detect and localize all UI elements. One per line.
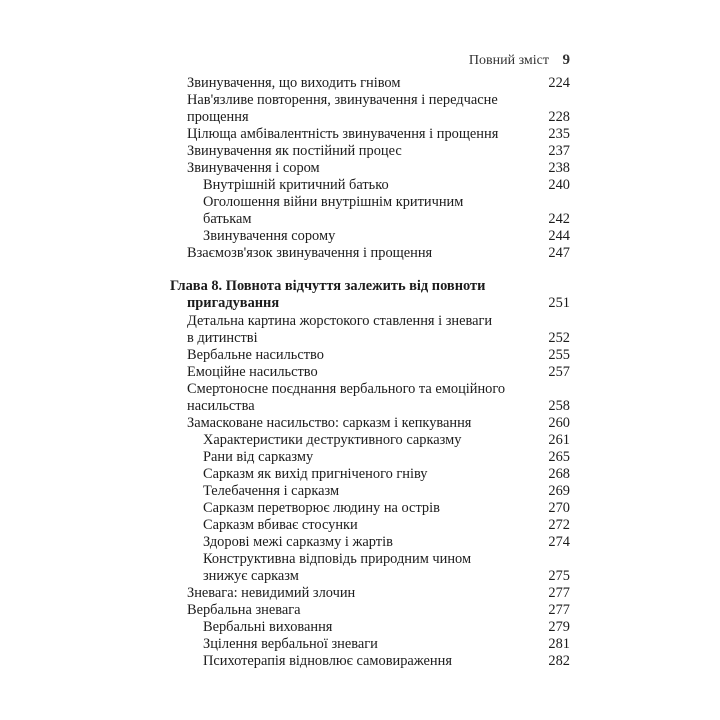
chapter-title: Глава 8. Повнота відчуття залежить від повноти <box>170 278 486 294</box>
toc-page-number: 251 <box>548 295 570 311</box>
toc-page-number: 252 <box>548 330 570 346</box>
toc-page-number: 277 <box>548 585 570 601</box>
toc-entry-text: Вербальне насильство <box>187 347 324 363</box>
toc-page-number: 274 <box>548 534 570 550</box>
toc-entry-text: Звинувачення, що виходить гнівом <box>187 75 401 91</box>
toc-page-number: 247 <box>548 245 570 261</box>
toc-entry-text: Нав'язливе повторення, звинувачення і передчасне <box>187 92 498 108</box>
toc-entry-text: Детальна картина жорстокого ставлення і зневаги <box>187 313 493 329</box>
toc-entry-text: Звинувачення і сором <box>187 160 320 176</box>
toc-page-number: 224 <box>548 75 570 91</box>
toc-entry-text: Зцілення вербальної зневаги <box>203 636 378 652</box>
toc-entry-text: Смертоносне поєднання вербального та емоційного <box>187 381 506 397</box>
toc-entry-text: Здорові межі сарказму і жартів <box>203 534 393 550</box>
toc-entry-text: Оголошення війни внутрішнім критичним <box>203 194 464 210</box>
toc-page-number: 261 <box>548 432 570 448</box>
toc-entry-text: Зневага: невидимий злочин <box>187 585 356 601</box>
toc-page-number: 235 <box>548 126 570 142</box>
toc-entry-text: Взаємозв'язок звинувачення і прощення <box>187 245 433 261</box>
toc-page-number: 244 <box>548 228 570 244</box>
toc-page-number: 237 <box>548 143 570 159</box>
toc-entry-text-continued: батькам <box>203 211 252 227</box>
toc-entry-text: Звинувачення сорому <box>203 228 336 244</box>
page-number: 9 <box>562 52 570 68</box>
toc-entry-text: Вербальна зневага <box>187 602 301 618</box>
toc-page-number: 281 <box>548 636 570 652</box>
toc-entry-text: Сарказм вбиває стосунки <box>203 517 358 533</box>
toc-entry-text-continued: в дитинстві <box>187 330 258 346</box>
toc-entry-text: Емоційне насильство <box>187 364 318 380</box>
toc-page-number: 265 <box>548 449 570 465</box>
toc-page-number: 260 <box>548 415 570 431</box>
toc-page-number: 255 <box>548 347 570 363</box>
toc-entry-text: Рани від сарказму <box>203 449 314 465</box>
toc-entry-text: Звинувачення як постійний процес <box>187 143 402 159</box>
toc-page-number: 279 <box>548 619 570 635</box>
toc-entry-text-continued: насильства <box>187 398 255 414</box>
toc-page-number: 258 <box>548 398 570 414</box>
toc-entry-text-continued: знижує сарказм <box>203 568 299 584</box>
toc-page-number: 228 <box>548 109 570 125</box>
toc-page-number: 257 <box>548 364 570 380</box>
toc-entry-text: Замасковане насильство: сарказм і кепкування <box>187 415 472 431</box>
toc-page-number: 268 <box>548 466 570 482</box>
toc-page-number: 270 <box>548 500 570 516</box>
toc-entry-text: Цілюща амбівалентність звинувачення і прощення <box>187 126 499 142</box>
toc-entry-text: Вербальні виховання <box>203 619 333 635</box>
toc-entry-text: Сарказм як вихід пригніченого гніву <box>203 466 428 482</box>
toc-page-number: 282 <box>548 653 570 669</box>
toc-page-number: 272 <box>548 517 570 533</box>
toc-page-number: 269 <box>548 483 570 499</box>
toc-entry-text: Телебачення і сарказм <box>203 483 340 499</box>
toc-entry-text-continued: прощення <box>187 109 249 125</box>
toc-entry-text: Характеристики деструктивного сарказму <box>203 432 462 448</box>
toc-entry-text: Конструктивна відповідь природним чином <box>203 551 472 567</box>
toc-page-number: 240 <box>548 177 570 193</box>
toc-entry-text: Внутрішній критичний батько <box>203 177 389 193</box>
toc-page-number: 275 <box>548 568 570 584</box>
toc-entry-text: Сарказм перетворює людину на острів <box>203 500 440 516</box>
running-head-title: Повний зміст <box>468 53 549 68</box>
toc-entry-text: Психотерапія відновлює самовираження <box>203 653 452 669</box>
chapter-title-continued: пригадування <box>187 295 280 311</box>
running-head <box>170 50 570 70</box>
toc-page-number: 242 <box>548 211 570 227</box>
toc-page-number: 238 <box>548 160 570 176</box>
toc-page-number: 277 <box>548 602 570 618</box>
